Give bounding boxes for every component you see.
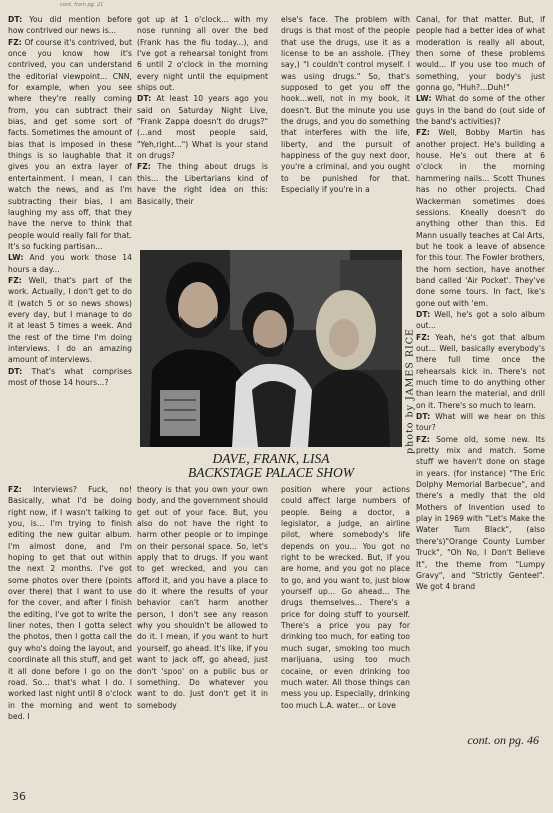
paragraph-text: That's what comprises most of those 14 hours...? [8,366,132,387]
paragraph [137,484,268,711]
speaker-tag: FZ: [8,37,22,47]
paragraph-text: Canal, for that matter. But, if people had a better idea of what moderation is really all about, then some of these problems would... If you use too much of something, your body's just gonna go, "Huh?...Duh!" [416,15,545,93]
paragraph [8,484,132,722]
paragraph [281,484,410,711]
band-photo [140,250,402,447]
speaker-tag: FZ: [416,434,430,444]
article-column-2-lower [137,484,268,750]
paragraph-text: Well, Bobby Martin has another project. He's building a house. He's out there at 6 o'clock in the morning hammering nails... Scott Thunes has no other projects. Chad Wackerman sometimes does sessions. Kneally doesn't do anything other than this. Ed Mann usually teaches at Cal Arts, but he took a leave of absence for this tour. The Fowler brothers, the horn section, have another band called 'Air Pocket'. They've done some tours. In fact, Ike's gone out with 'em. [416,128,545,308]
caption-location: BACKSTAGE PALACE SHOW [187,465,354,480]
paragraph [416,14,545,93]
paragraph [8,252,132,275]
photo-caption [140,452,402,480]
paragraph [137,161,268,206]
paragraph [416,411,545,434]
speaker-tag: DT: [8,366,23,376]
photo-illustration [140,250,402,447]
paragraph-text: Yeah, he's got that album out... Well, basically everybody's there full time once the rehearsals kick in. There's not much time to do anything other than learn the material, and drill on it. There's so much to learn. [416,332,545,410]
paragraph [137,93,268,161]
paragraph [416,93,545,127]
speaker-tag: LW: [416,94,432,104]
speaker-tag: DT: [416,309,431,319]
paragraph [281,14,410,196]
speaker-tag: DT: [8,15,23,24]
speaker-tag: FZ: [137,162,151,172]
speaker-tag: FZ: [8,485,22,494]
article-column-3-lower [281,484,410,750]
speaker-tag: FZ: [416,332,430,342]
paragraph-text: Of course it's contrived, but once you know how it's contrived, you can understand the editorial viewpoint... CNN, for example, when you see where they're really coming from, you can subtract their bias, and get some sort of facts. Sometimes the amount of bias that is imposed in these things is so laughable that it gives you an extra layer of entertainment. I mean, I can watch the news, and as I'm subtracting their bias, I am laughing my ass off, that they have the nerve to think that people would really fall for that. It's so fucking partisan... [8,37,132,251]
paragraph-text: At least 10 years ago you said on Saturday Night Live, "Frank Zappa doesn't do drugs?" (...and most people said, "Yeh,right...") What is your stand on drugs? [137,94,268,161]
paragraph-text: Interviews? Fuck, no! Basically, what I'd be doing right now, if I wasn't talking to you, is... I'm trying to finish editing the new guitar album. I'm almost done, and I'm hoping to get that out within the next 2 months. I've got some photos over there (points over there) that I want to use for the cover, and after I finish the editing, I've got to write the liner notes, then I gotta select the photos, then I gotta call the guy who's doing the layout, and coordinate all this stuff, and get it all done before I go on the road. So... that's what I do. I worked last night until 8 o'clock in the morning and went to bed. I [8,485,132,721]
paragraph [8,14,132,37]
caption-names: DAVE, FRANK, LISA [212,451,330,466]
continued-on-note: cont. on pg. 46 [467,733,539,747]
paragraph-text: Well, he's got a solo album out... [416,309,545,331]
paragraph-text: The thing about drugs is this... the Libertarians kind of have the right idea on this: Basically, their [137,162,268,206]
speaker-tag: FZ: [416,128,430,138]
paragraph [8,37,132,253]
speaker-tag: LW: [8,253,24,263]
paragraph-text: theory is that you own your own body, and the government should get out of your face. But, you also do not have the right to harm other people or to impinge on their personal space. So, let's apply that to drugs. If you want to get wrecked, and you can afford it, and you have a place to do it where the results of your behavior can't harm another person, I don't see any reason why you shouldn't be allowed to do it. I mean, if you want to hurt yourself, go ahead. It's like, if you want to jack off, go ahead, just don't 'spoo' on a public bus or something. Do whatever you want to do. Just don't get it in somebody [137,485,268,710]
paragraph-text: You did mention before how contrived our news is... [8,15,132,36]
photo-credit-text: photo by JAMES RICE [404,328,416,454]
paragraph [416,332,545,411]
article-column-3 [281,14,410,246]
article-column-1-lower [8,484,132,750]
paragraph-text: position where your actions could affect large numbers of people. Being a doctor, a legislator, a judge, an airline pilot, where somebody's life depends on you... You got no right to be wrecked. But, if you are home, and you got no place to go, and you want to, just blow yourself up... Go ahead... The drugs themselves... There's a price for doing stuff to yourself. There's a price you pay for drinking too much, for eating too much sugar, smoking too much marijuana, using too much cocaine, or even drinking too much water. All those things can mess you up. Especially, drinking too much L.A. water... or Love [281,485,410,710]
speaker-tag: DT: [137,94,152,104]
article-column-1 [8,14,132,482]
paragraph [416,127,545,309]
paragraph-text: got up at 1 o'clock... with my nose running all over the bed (Frank has the flu today...), and I've got a rehearsal tonight from 6 until 2 o'clock in the morning every night until the equipment ships out. [137,15,268,93]
paragraph-text: What do some of the other guys in the band do (out side of the band's activities)? [416,94,545,127]
paragraph-text: else's face. The problem with drugs is that most of the people that use the drugs, use it as a license to be an asshole. (They say,) "I couldn't control myself. I was using drugs." So, that's supposed to get you off the hook...well, not in my book, it doesn't. But the minute you use the drugs, and you do something that interferes with the life, liberty, and the pursuit of happiness of the guy next door, you're a criminal, and you ought to be punished for that. Especially if you're in a [281,15,410,195]
paragraph [8,275,132,366]
article-column-2 [137,14,268,246]
article-column-4 [416,14,545,730]
paragraph-text: Some old, some new. Its pretty mix and match. Some stuff we haven't done on stage in years. (for instance) "The Eric Dolphy Memorial Barbecue", and there's a medly that the old Mothers of Invention used to play in 1969 with "Let's Make the Water Turn Black", (also there's)"Orange County Lumber Truck", "Oh No, I Don't Believe It", the theme from "Lumpy Gravy", and "Strictly Genteel". We got 4 brand [416,434,545,592]
paragraph [8,366,132,389]
paragraph [416,434,545,593]
speaker-tag: DT: [416,412,431,422]
paragraph-text: Well, that's part of the work. Actually, I don't get to do it (watch 5 or so news shows) every day, but I manage to do it at least 5 times a week. And the rest of the time I'm doing interviews. I do an amazing amount of interviews. [8,275,132,365]
paragraph-text: And you work those 14 hours a day... [8,253,132,274]
speaker-tag: FZ: [8,275,22,285]
photo-credit [404,330,416,452]
paragraph [416,309,545,332]
paragraph [137,14,268,93]
page-number: 36 [12,790,26,803]
paragraph-text: What will we hear on this tour? [416,412,545,433]
continued-from-note: cont. from pg. 21 [60,2,104,8]
